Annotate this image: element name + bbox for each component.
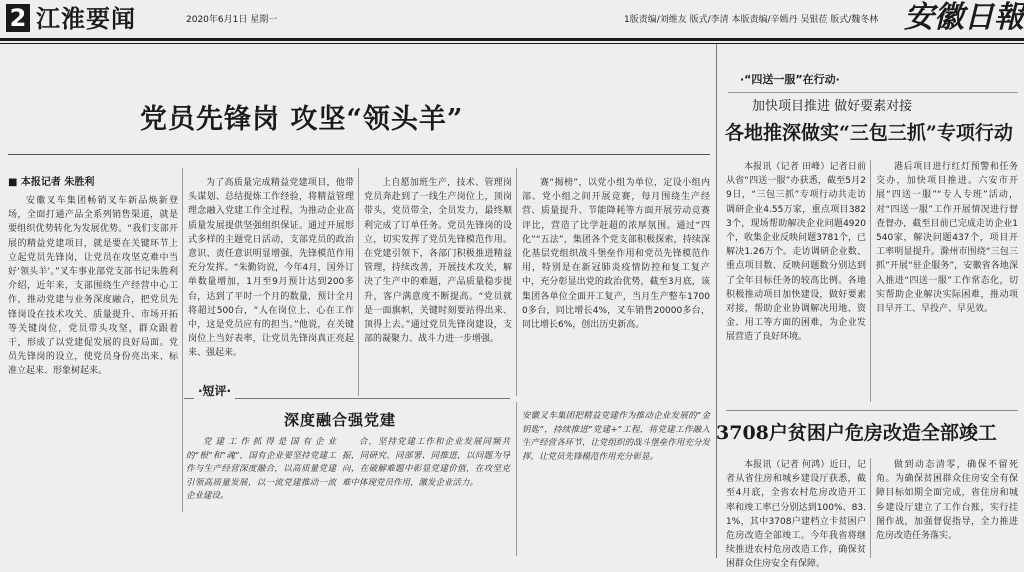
main-story-column-4: 赛“揭榜”，以党小组为单位，定设小组内部、党小组之间开展竞赛，每月围绕生产经营、质量提升、节能降耗等方面开展劳动竞赛评比，营造了比学赶超的浓厚氛围。通过“四化”“五法”，集团各个党支部积极探索，持续深化基层党组织战斗堡垒作用和党员先锋模范作用，特别是在新冠肺炎疫情防控和复工复产中，充分彰显出党的政治优势，截至3月底，该集团各单位全面开工复产，当月生产整车17000多台，同比增长4%，叉车销售20000多台，同比增长6%，创出历史新高。 — [522, 178, 710, 331]
column-divider — [870, 160, 871, 402]
column-divider — [182, 168, 183, 512]
header-rule-thin — [0, 43, 1024, 44]
main-story-column-2: 为了高质量完成精益党建项目，他带头谋划、总结提炼工作经验，将精益管理理念融入党建工作全过程，为推动企业高质量发展提供坚强组织保证。通过开展形式多样的主题党日活动，支部党员的政治意识、责任意识明显增强，先锋模范作用充分发挥。“朱勤钧说，今年4月，国外订单数量增加，1月至9月预计达到200多台，达到了平时一个月的数量，预计全月将超过500台，“人在岗位上、心在工作中，这是党员应有的担当。”他说，在关键岗位上当好表率，让党员先锋岗真正亮起来、强起来。 — [188, 178, 354, 359]
right-story2-column-2: 做到动态清零，确保不留死角。为确保贫困群众住房安全有保障目标如期全面完成，省住房和城乡建设厅建立了工作台账，实行挂图作战，加强督促指导，全力推进危房改造任务落实。 — [876, 460, 1018, 542]
right-story-column-2: 港后项目进行红灯预警和任务交办，加快项目推进。六安市开展“四送一服”“专人专班”活动，对“四送一服”工作开展情况进行督查督办，截至目前已完成走访企业1540家，解决问题437个，项目开工率明显提升。滁州市围绕“三包三抓”开展“驻企服务”，安徽省各地深入推进“四送一服”工作常态化，切实帮助企业解决实际困难，推动项目早开工、早投产、早见效。 — [876, 162, 1018, 315]
editor-credits: 1版责编/刘维友 版式/李清 本版责编/辛嫣丹 吴银莅 版式/魏冬林 — [624, 15, 879, 25]
comment-label: ·短评· — [194, 383, 235, 399]
right-kicker: ·“四送一服”在行动· — [740, 73, 840, 86]
right-headline: 各地推深做实“三包三抓”专项行动 — [725, 122, 1013, 144]
column-divider — [358, 168, 359, 396]
byline: ■ 本报记者 朱胜利 — [8, 177, 95, 188]
right-headline-2: 3708户贫困户危房改造全部竣工 — [716, 422, 997, 444]
comment-headline: 深度融合强党建 — [284, 411, 397, 429]
right-story-column-1: 本报讯（记者 田峰）记者日前从省“四送一服”办获悉，截至5月29日，“三包三抓”专项行动共走访调研企业4.55万家，重点项目3823个，现场帮助解决企业问题4920个，收集企业反映问题3781个，已解决1.26万个。走访调研企业数、重点项目数、反映问题数分别达到了全年目标任务的较高比例。各地积极推动项目加快建设，做好要素对接，帮助企业协调解决用地、资金、用工等方面的困难，为企业发展营造了良好环境。 — [726, 162, 866, 343]
main-story-column-1: 安徽叉车集团畅销叉车新品焕新登场，全面打通产品全系列销售渠道，就是要组织优势转化为发展优势。“我们支部开展的精益党建项目，就是要在关键环节上立起党员先锋岗，让党员在攻坚克难中当好‘领头羊’。”叉车事业部党支部书记朱胜利介绍，近年来，支部围绕生产经营中心工作，推动党建与业务深度融合，把党员先锋岗设在技术攻关、质量提升、市场开拓等关键岗位，党员带头攻坚，群众跟着干，形成了以党建促发展的良好局面。党员先锋岗的设立，使党员身份亮出来、标准立起来、形象树起来。 — [8, 196, 178, 377]
page-number: 2 — [6, 4, 30, 32]
right-subheadline: 加快项目推进 做好要素对接 — [752, 99, 913, 114]
kicker-rule — [728, 92, 1018, 93]
main-headline: 党员先锋岗 攻坚“领头羊” — [140, 104, 464, 135]
issue-date: 2020年6月1日 星期一 — [186, 15, 278, 25]
comment-column-1: 党建工作抓得是国有企业的“根”和“魂”，国有企业要坚持党建工作与生产经营深度融合，以高质量党建引领高质量发展，以一流党建推动一流企业建设。 — [186, 437, 336, 501]
column-divider — [516, 168, 517, 396]
column-divider — [870, 458, 871, 558]
main-story-column-3: 上自愿加班生产，技术、管理岗党员奔赴到了一线生产岗位上，顶岗带头，党员带全，全员发力，最终顺利完成了订单任务。党员先锋岗的设立，切实发挥了党员先锋模范作用。在党建引领下，各部门积极推进精益管理，持续改善，开展技术攻关，解决了生产中的难题，产品质量稳步提升，客户满意度不断提高。“党员就是一面旗帜，关键时刻要站得出来、顶得上去。”通过党员先锋岗建设，支部的凝聚力、战斗力进一步增强。 — [364, 178, 512, 345]
comment-column-3: 安徽叉车集团把精益党建作为推动企业发展的“金钥匙”，持续推进“党建+”工程，将党建工作融入生产经营各环节，让党组织的战斗堡垒作用充分发挥，让党员先锋模范作用充分彰显。 — [522, 411, 710, 462]
header-rule — [0, 38, 1024, 41]
headline-divider — [8, 154, 710, 155]
right-story-divider — [726, 410, 1018, 411]
comment-column-2: 合，坚持党建工作和企业发展同频共振，同研究、同部署、同推进，以问题为导向，在破解难题中彰显党建价值，在攻坚克难中体现党员作用，激发企业活力。 — [342, 437, 510, 488]
section-title: 江淮要闻 — [36, 5, 136, 33]
newspaper-masthead: 安徽日報 — [904, 0, 1024, 35]
section-divider — [716, 44, 717, 558]
column-divider — [516, 402, 517, 556]
right-story2-column-1: 本报讯（记者 何鸿）近日，记者从省住房和城乡建设厅获悉，截至4月底，全省农村危房改造开工率和竣工率已分别达到100%、83.1%，其中3708户建档立卡贫困户危房改造全部竣工。今年我省将继续推进农村危房改造工作，确保贫困群众住房安全有保障。 — [726, 460, 866, 570]
